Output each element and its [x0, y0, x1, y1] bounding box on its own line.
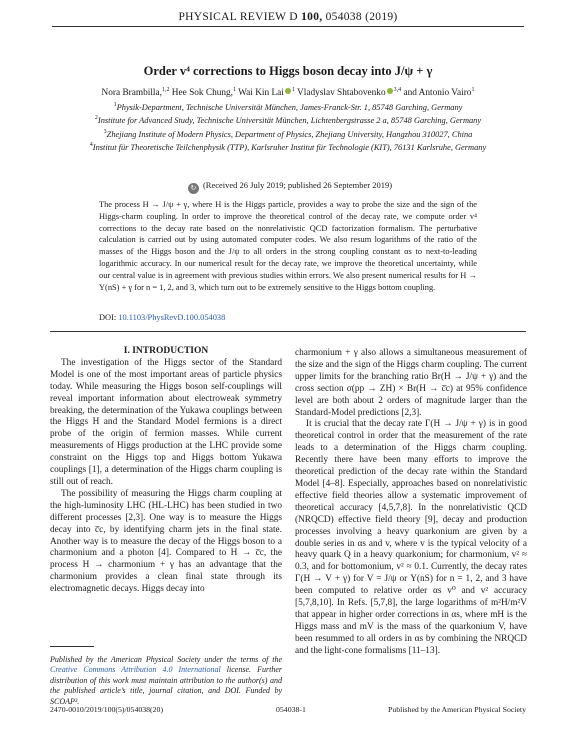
orcid-icon[interactable]	[387, 88, 393, 94]
author-affil-marker: 1,2	[161, 87, 170, 93]
received-dates	[170, 180, 410, 194]
section-heading: I. INTRODUCTION	[123, 346, 209, 356]
author-affil-marker: 1	[232, 87, 236, 93]
section-divider	[50, 331, 526, 332]
author-list	[40, 87, 536, 98]
footnote-text: license. Further distribution of this work must maintain attribution to the author(s) and the published article’s title, journal citation, and DOI. Funded by SCOAP³.	[50, 665, 282, 706]
left-column	[50, 346, 282, 596]
author-name[interactable]: Vladyslav Shtabovenko	[297, 88, 386, 99]
affiliation: $^1$Physik-Department, Technische Universität München, James-Franck-Str. 1, 85748 Garching, Germany	[113, 102, 463, 112]
body-paragraph: charmonium + γ also allows a simultaneous measurement of the size and the sign of the Higgs charm coupling. The current upper limits for the branching ratio Br(H → J/ψ + γ) and the cross section σ(pp → ZH) × Br(H → c̅c) at 95% confidence level are both about 2 orders of magnitude larger than the Standard-Model predictions [2,3].	[295, 348, 527, 418]
doi-line	[99, 313, 225, 322]
doi-label: DOI:	[99, 313, 117, 322]
author-name[interactable]: Nora Brambilla,	[101, 88, 162, 99]
affiliation: $^3$Zhejiang Institute of Modern Physics, Department of Physics, Zhejiang University, Hangzhou 310027, China	[103, 128, 473, 139]
footer-identifier: 2470-0010/2019/100(5)/054038(20)	[50, 705, 164, 714]
check-for-updates-icon[interactable]: ↻	[188, 183, 199, 194]
article-number: 054038 (2019)	[325, 11, 398, 23]
author-affil-marker: 1	[471, 87, 475, 93]
footnote-text: Published by the American Physical Society under the terms of the	[50, 655, 282, 664]
page-number: 054038-1	[276, 705, 306, 714]
license-link[interactable]: Creative Commons Attribution 4.0 International	[50, 665, 221, 675]
author-affil-marker: 3,4	[393, 87, 402, 93]
footnote-divider	[50, 646, 94, 647]
orcid-icon[interactable]	[285, 88, 291, 94]
right-column	[295, 348, 527, 658]
publisher-line: Published by the American Physical Society	[388, 705, 526, 714]
affiliation: $^2$Institute for Advanced Study, Technische Universität München, Lichtenbergstrasse 2 a, 85748 Garching, Germany	[94, 115, 482, 126]
affiliation: $^4$Institut für Theoretische Teilchenphysik (TTP), Karlsruher Institut für Technologie (KIT), 76131 Karlsruhe, Germany	[89, 142, 487, 152]
author-name[interactable]: Wai Kin Lai	[238, 88, 284, 99]
affiliations	[60, 100, 516, 154]
author-affil-marker: 1	[291, 87, 295, 93]
journal-name: PHYSICAL REVIEW D	[178, 11, 298, 23]
license-footnote	[50, 655, 282, 707]
author-name[interactable]: and Antonio Vairo	[403, 88, 472, 99]
body-paragraph: The possibility of measuring the Higgs charm coupling at the high-luminosity LHC (HL-LHC) has been studied in two different processes [2,3]. One way is to measure the Higgs decay into c̅c, by identifying charm jets in the final state. Another way is to measure the decay of the Higgs boson to a charmonium and a photon [4]. Compared to H → c̅c, the process H → charmonium + γ has an advantage that the charmonium provides a clean final state through its electromagnetic decays. Higgs decay into	[50, 488, 282, 595]
body-paragraph: The investigation of the Higgs sector of the Standard Model is one of the most important areas of particle physics today. While measuring the Higgs boson self-couplings will reveal important information about electroweak symmetry breaking, the determination of the Yukawa couplings between the Higgs H and the Standard Model fermions is a direct probe of the origin of fermion masses. While current measurements of Higgs production at the LHC provide some constraint on the Higgs top and Higgs bottom Yukawa couplings [1], a determination of the Higgs charm coupling is still out of reach.	[50, 357, 282, 487]
received-text: (Received 26 July 2019; published 26 September 2019)	[202, 180, 393, 190]
body-paragraph: It is crucial that the decay rate Γ(H → J/ψ + γ) is in good theoretical control in order that the measurement of the rate leads to a determination of the Higgs charm coupling. Recently there have been many efforts to improve the theoretical prediction of the decay rate within the Standard Model [4–8]. Especially, approaches based on nonrelativistic effective field theories allow a systematic improvement of theoretical accuracy [4,5,7,8]. In the nonrelativistic QCD (NRQCD) effective field theory [9], decay and production processes involving a heavy quarkonium are given by a double series in αs and v, where v is the typical velocity of a heavy quark Q in a heavy quarkonium; for charmonium, v² ≈ 0.3, and for bottomonium, v² ≈ 0.1. Currently, the decay rates Γ(H → V + γ) for V = J/ψ or Υ(nS) for n = 1, 2, and 3 have been computed to relative order αs v⁰ and v² accuracy [5,7,8,10]. In Refs. [5,7,8], the large logarithms of m²H/m²V that appear in higher order corrections in αs, where mH is the Higgs mass and mV is the mass of the quarkonium V, have been resummed to all orders in αs by combining the NRQCD and the light-cone formalisms [11–13].	[295, 419, 527, 656]
doi-link[interactable]: 10.1103/PhysRevD.100.054038	[118, 313, 226, 322]
author-name[interactable]: Hee Sok Chung,	[171, 88, 233, 99]
abstract: The process H → J/ψ + γ, where H is the Higgs particle, provides a way to probe the size and the sign of the Higgs-charm coupling. In order to improve the theoretical control of the decay rate, we compute order v⁴ corrections to the decay rate based on the nonrelativistic QCD factorization formalism. The perturbative calculation is carried out by using automated computer codes. We also resum logarithms of the ratio of the masses of the Higgs boson and the J/ψ to all orders in the strong coupling constant αs to next-to-leading logarithmic accuracy. In our numerical result for the decay rate, we improve the theoretical uncertainty, while our central value is in agreement with previous studies within errors. We also present numerical results for H → Υ(nS) + γ for n = 1, 2, and 3, which turn out to be extremely sensitive to the Higgs bottom coupling.	[99, 200, 477, 292]
paper-title: Order v⁴ corrections to Higgs boson decay into J/ψ + γ	[143, 64, 433, 78]
journal-volume: 100,	[301, 11, 323, 23]
journal-header	[52, 11, 524, 27]
